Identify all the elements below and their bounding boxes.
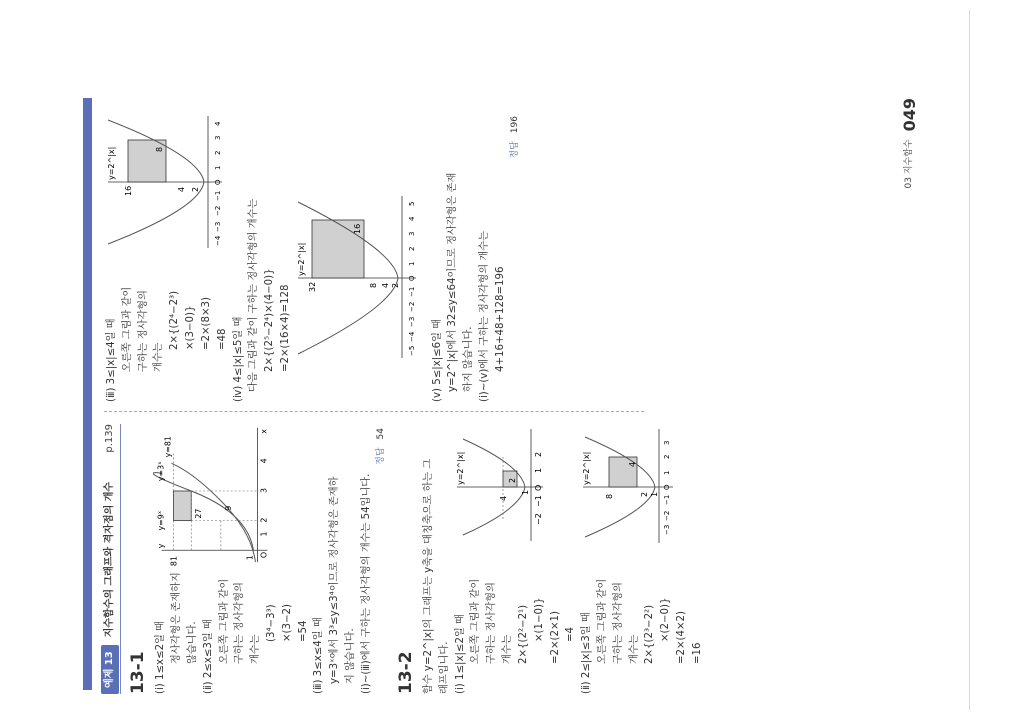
g3-xlabel: −2: [214, 205, 222, 216]
graph-13-2-d: [294, 192, 424, 362]
case1-line: (ⅰ) 1≤|x|≤2일 때: [454, 614, 466, 694]
g4-xlabel: O: [407, 275, 416, 281]
column-left: [100, 424, 706, 694]
footer-page-number: 049: [899, 98, 919, 132]
case2-line: ×(2−0)}: [660, 597, 672, 642]
case2-text: [579, 549, 706, 694]
case5-line: (ⅰ)~(ⅴ)에서 구하는 정사각형의 개수는: [479, 231, 490, 402]
case3-row: [104, 112, 231, 402]
g2-ylabel: 1: [650, 491, 660, 497]
case1-line: =4: [565, 626, 577, 642]
g4-curve-label: y=2^|x|: [296, 242, 306, 276]
g131-ylabel: 27: [194, 508, 204, 519]
case1-row: [453, 424, 580, 694]
p131-line: 구하는 정사각형의: [234, 582, 246, 664]
p131-line: 않습니다.: [186, 621, 198, 664]
case4-line: (ⅳ) 4≤|x|≤5일 때: [232, 316, 244, 402]
p131-line: 개수는: [250, 634, 262, 664]
g4-ylabel: 4: [380, 282, 390, 288]
example-header: [100, 424, 121, 694]
g4-xlabel: 1: [407, 261, 416, 266]
g4-xlabel: 5: [407, 201, 416, 206]
page-side-bar: [83, 98, 92, 690]
g4-ylabel: 32: [307, 281, 317, 292]
case1-line: 개수는: [502, 634, 514, 664]
case1-line: 오른쪽 그림과 같이: [470, 578, 482, 664]
g4-xlabel: −2: [407, 301, 416, 312]
case2-line: =16: [691, 642, 703, 664]
column-right: [104, 112, 523, 402]
case2-line: 구하는 정사각형의: [612, 582, 624, 664]
g4-xlabel: −1: [407, 286, 416, 297]
p131-line: (ⅲ) 3≤x≤4일 때: [313, 617, 325, 694]
p131-line: =54: [297, 620, 309, 642]
g4-xlabel: −4: [407, 331, 416, 342]
g3-curve-label: y=2^|x|: [107, 146, 116, 180]
g4-ylabel: 2: [390, 282, 400, 288]
case2-row: [579, 424, 706, 694]
g3-xlabel: −4: [214, 235, 222, 246]
g1-xlabel: 2: [533, 451, 543, 457]
case2-line: =2×(4×2): [676, 610, 687, 664]
graph-13-2-b: [579, 424, 679, 549]
g2-ylabel: 4: [628, 461, 638, 467]
g1-xlabel: −2: [533, 513, 543, 525]
problem-number-13-2: 13-2: [395, 651, 416, 694]
g4-xlabel: 4: [407, 216, 416, 221]
case3-line: 오른쪽 그림과 같이: [121, 286, 133, 372]
g3-xlabel: 2: [214, 150, 222, 155]
p131-line: (3⁴−3³): [266, 604, 278, 642]
case2-line: 2×{(2³−2²): [644, 604, 656, 664]
answer-label: 정답: [509, 141, 520, 159]
page-edge-rule: [969, 10, 970, 710]
graph-13-1: [153, 424, 271, 572]
g3-ylabel: 16: [124, 185, 133, 196]
case3-line: =48: [216, 328, 228, 350]
p131-line: 오른쪽 그림과 같이: [218, 578, 230, 664]
answer-value: 196: [509, 116, 520, 134]
case5-line: 하지 않습니다.: [463, 326, 475, 392]
case5-line: (ⅴ) 5≤|x|≤6일 때: [431, 318, 443, 402]
case1-line: =2×(2×1): [549, 610, 561, 664]
g1-ylabel: 2: [507, 477, 517, 483]
g131-axis-y: y: [156, 543, 166, 549]
g131-ylabel: 1: [245, 555, 255, 561]
case2-line: 오른쪽 그림과 같이: [596, 578, 608, 664]
rotated-page: [100, 98, 940, 694]
g1-curve-label: y=2^|x|: [455, 451, 465, 485]
page-footer: [900, 98, 920, 254]
g2-xlabel: O: [663, 484, 672, 490]
case5-line: 4+16+48+128=196: [494, 266, 506, 372]
g3-xlabel: −3: [214, 221, 222, 232]
g4-ylabel: 8: [368, 282, 378, 288]
g2-xlabel: 2: [663, 454, 672, 459]
case3-line: 개수는: [153, 342, 165, 372]
g2-ylabel: 8: [605, 493, 615, 499]
g2-curve-label: y=2^|x|: [582, 451, 592, 485]
case4-line: 다음 그림과 같이 구하는 정사각형의 개수는: [248, 198, 260, 392]
g131-xlabel: x: [259, 429, 269, 434]
case1-line: 구하는 정사각형의: [486, 582, 498, 664]
p132-intro2: 래프입니다.: [438, 641, 450, 694]
g1-ylabel: 1: [520, 489, 530, 495]
p131-line: (ⅰ)~(ⅲ)에서 구하는 정사각형의 개수는 54입니다.: [360, 473, 372, 694]
g3-ylabel: 2: [191, 186, 200, 192]
g131-xlabel: O: [259, 552, 269, 559]
g3-xlabel: 3: [214, 135, 222, 140]
g1-xlabel: −1: [533, 495, 543, 507]
case5-line: y=2^|x|에서 32≤y≤64이므로 정사각형은 존재: [447, 172, 459, 392]
g131-curve-label: y=3ˣ: [156, 461, 166, 482]
g2-xlabel: −1: [663, 494, 672, 505]
g1-ylabel: 4: [498, 495, 508, 501]
g3-xlabel: −1: [214, 190, 222, 201]
case1-line: 2×{(2²−2¹): [517, 604, 529, 664]
case3-line: 2×{(2⁴−2³): [169, 290, 181, 350]
g131-ylabel: 81: [169, 556, 179, 567]
example-title: 지수함수의 그래프와 격자점의 개수: [104, 481, 116, 638]
p131-line: (ⅱ) 2≤x≤3일 때: [202, 619, 214, 694]
p131-text: [153, 572, 280, 694]
case1-line: ×(1−0)}: [533, 597, 545, 642]
g131-curve-label: y=9ˣ: [156, 510, 166, 531]
answer-label: 정답: [375, 447, 386, 465]
g2-xlabel: 1: [663, 470, 672, 475]
g3-xlabel: 4: [214, 121, 222, 126]
g131-xlabel: 2: [259, 517, 269, 523]
example-page-ref: p.139: [104, 424, 116, 453]
case2-line: 개수는: [628, 634, 640, 664]
g131-xlabel: 3: [259, 488, 269, 494]
case1-text: [453, 549, 580, 694]
answer-value: 54: [375, 428, 386, 440]
case2-line: (ⅱ) 2≤|x|≤3일 때: [581, 612, 593, 694]
case3-line: (ⅲ) 3≤|x|≤4일 때: [106, 318, 117, 402]
g1-xlabel: 1: [533, 467, 543, 473]
g3-ylabel: 8: [155, 146, 164, 152]
case3-line: =2×(8×3): [200, 296, 212, 350]
p131-answer: [375, 424, 389, 694]
g131-xlabel: 1: [259, 531, 269, 537]
problem-number-13-1: 13-1: [128, 651, 148, 694]
g3-xlabel: O: [214, 179, 222, 185]
case4-line: =2×(16×4)=128: [279, 284, 291, 372]
p131-line: ×(3−2): [281, 604, 293, 642]
g1-xlabel: O: [533, 484, 543, 491]
example-badge: 예제 13: [101, 645, 119, 694]
g4-xlabel: −3: [407, 316, 416, 327]
g4-xlabel: −5: [407, 345, 416, 356]
g2-xlabel: −3: [663, 524, 672, 535]
g2-xlabel: −2: [663, 510, 672, 521]
case3-line: 구하는 정사각형의: [137, 290, 149, 372]
p131-row: [153, 424, 280, 694]
case3-line: ×(3−0)}: [185, 305, 197, 350]
column-divider: [104, 411, 644, 412]
p132-intro: 함수 y=2^|x|의 그래프는 y축을 대칭축으로 하는 그: [423, 458, 434, 694]
graph-13-2-c: [104, 112, 229, 252]
g4-xlabel: 3: [407, 231, 416, 236]
graph-13-2-a: [453, 424, 548, 549]
g131-hline-label: y=81: [163, 436, 173, 458]
p131-line: (ⅰ) 1≤x≤2일 때: [155, 620, 167, 694]
g2-ylabel: 2: [640, 491, 650, 497]
case3-text: [104, 252, 231, 402]
p131-line: 정사각형은 존재하지: [171, 572, 183, 664]
footer-section: 03 지수함수: [904, 139, 915, 189]
p132-answer: [509, 112, 523, 402]
g3-xlabel: 1: [214, 165, 222, 170]
p131-line: 지 않습니다.: [345, 628, 357, 684]
g2-xlabel: 3: [663, 440, 672, 445]
g4-ylabel: 16: [352, 223, 362, 234]
case4-line: 2×{(2⁵−2⁴)×(4−0)}: [264, 268, 276, 372]
g131-xlabel: 4: [259, 458, 269, 464]
g4-xlabel: 2: [407, 246, 416, 251]
g3-ylabel: 4: [177, 186, 186, 192]
g131-ylabel: 9: [224, 505, 234, 511]
p131-line: y=3ˣ에서 3³≤y≤3⁴이므로 정사각형은 존재하: [329, 476, 341, 684]
